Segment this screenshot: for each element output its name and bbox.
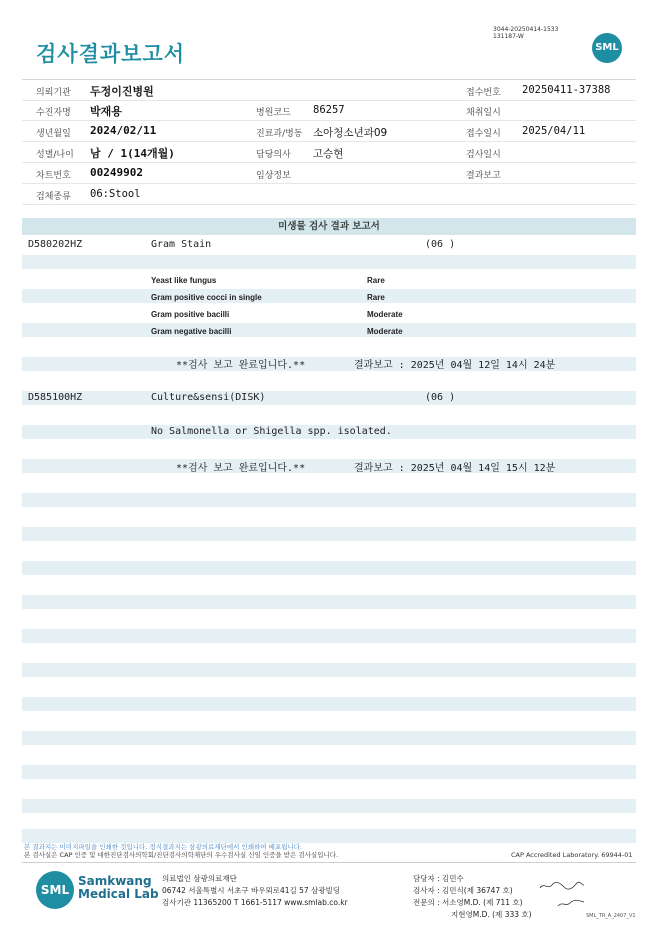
report-complete-text: **검사 보고 완료입니다.** xyxy=(176,360,306,371)
address-line: 검사기관 11365200 T 1661-5117 www.smlab.co.kr xyxy=(162,898,348,907)
report-complete-text: **검사 보고 완료입니다.** xyxy=(176,463,306,474)
cap-accreditation: CAP Accredited Laboratory. 69944-01 xyxy=(511,851,633,859)
value-chart-no: 00249902 xyxy=(90,166,143,179)
address-line: 06742 서울특별시 서초구 바우뫼로41길 57 삼광빌딩 xyxy=(162,886,341,895)
finding-result: Moderate xyxy=(367,310,403,319)
label-receipt-no: 접수번호 xyxy=(466,88,501,98)
value-receipt-date: 2025/04/11 xyxy=(522,125,586,137)
page-title: 검사결과보고서 xyxy=(36,42,186,66)
footer-divider xyxy=(22,862,636,863)
signatory-line: 전문의 : 서소영M.D. (제 711 호) xyxy=(413,898,523,907)
finding-result: Moderate xyxy=(367,327,403,336)
info-row xyxy=(22,100,636,121)
stripe-row xyxy=(22,391,636,405)
document-id-line: 131187-W xyxy=(493,33,524,40)
signatory-line: 검사자 : 김민식(제 36747 호) xyxy=(413,886,513,895)
brand-line: Medical Lab xyxy=(78,887,159,901)
section-title: 미생물 검사 결과 보고서 xyxy=(22,218,636,235)
info-row xyxy=(22,163,636,184)
document-id xyxy=(493,26,558,40)
stripe-row xyxy=(22,493,636,507)
signature-scribble-icon xyxy=(538,880,586,892)
stripe-row xyxy=(22,629,636,643)
test-name: Gram Stain xyxy=(151,239,212,250)
label-hospital-code: 병원코드 xyxy=(256,108,291,118)
footer-sml-logo: SML xyxy=(36,871,74,909)
finding-organism: Yeast like fungus xyxy=(151,276,217,285)
signature-scribble-icon xyxy=(556,897,586,909)
stripe-row xyxy=(22,323,636,337)
test-name: Culture&sensi(DISK) xyxy=(151,392,266,403)
label-department: 진료과/병동 xyxy=(256,129,303,139)
label-result-report: 결과보고 xyxy=(466,171,501,181)
stripe-row xyxy=(22,697,636,711)
test-code: D580202HZ xyxy=(28,239,83,250)
info-row xyxy=(22,142,636,163)
value-patient-name: 박재용 xyxy=(90,105,122,118)
stripe-row xyxy=(22,561,636,575)
finding-result: Rare xyxy=(367,293,385,302)
finding-organism: Gram positive cocci in single xyxy=(151,293,262,302)
finding-organism: Gram negative bacilli xyxy=(151,327,232,336)
address-line: 의료법인 삼광의료재단 xyxy=(162,874,237,883)
stripe-row xyxy=(22,527,636,541)
stripe-row xyxy=(22,663,636,677)
label-birth-date: 생년월일 xyxy=(36,129,71,139)
label-requester: 의뢰기관 xyxy=(36,88,71,98)
value-requester: 두정이진병원 xyxy=(90,85,154,98)
footer-brand-name xyxy=(78,875,159,901)
signatory-line: 지현영M.D. (제 333 호) xyxy=(451,910,532,919)
finding-result: Rare xyxy=(367,276,385,285)
label-test-time: 검사일시 xyxy=(466,150,501,160)
label-collection-time: 채취일시 xyxy=(466,108,501,118)
stripe-row xyxy=(22,595,636,609)
label-clinical-info: 임상정보 xyxy=(256,171,291,181)
value-doctor: 고승현 xyxy=(313,148,344,160)
label-receipt-date: 접수일시 xyxy=(466,129,501,139)
value-department: 소아청소년과09 xyxy=(313,127,388,139)
test-code: D585100HZ xyxy=(28,392,83,403)
info-row xyxy=(22,121,636,142)
brand-line: Samkwang xyxy=(78,874,152,888)
label-specimen-type: 검체종류 xyxy=(36,192,71,202)
report-timestamp: 결과보고 : 2025년 04월 14일 15시 12분 xyxy=(354,463,556,474)
image-print-notice: 본 결과지는 이미지파일을 인쇄한 것입니다. 정식결과지는 삼광의료재단에서 인쇄하여 배포됩니다. xyxy=(24,843,303,851)
value-receipt-no: 20250411-37388 xyxy=(522,84,611,96)
stripe-row xyxy=(22,731,636,745)
value-specimen-type: 06:Stool xyxy=(90,188,141,200)
label-chart-no: 차트번호 xyxy=(36,171,71,181)
value-hospital-code: 86257 xyxy=(313,104,345,116)
label-patient-name: 수진자명 xyxy=(36,108,71,118)
value-birth-date: 2024/02/11 xyxy=(90,124,157,137)
stripe-row xyxy=(22,765,636,779)
test-specimen: (06 ) xyxy=(425,239,456,250)
report-timestamp: 결과보고 : 2025년 04월 12일 14시 24분 xyxy=(354,360,556,371)
finding-organism: Gram positive bacilli xyxy=(151,310,230,319)
stripe-row xyxy=(22,255,636,269)
label-sex-age: 성별/나이 xyxy=(36,150,74,160)
sml-logo: SML xyxy=(592,33,622,63)
stripe-row xyxy=(22,799,636,813)
stripe-row xyxy=(22,829,636,843)
label-doctor: 담당의사 xyxy=(256,150,291,160)
culture-comment: No Salmonella or Shigella spp. isolated. xyxy=(151,426,392,437)
test-specimen: (06 ) xyxy=(425,392,456,403)
signatory-line: 담당자 : 김민수 xyxy=(413,874,464,883)
footer-address xyxy=(162,873,348,909)
info-row xyxy=(22,184,636,205)
form-version: SML_TR_A_2407_V1 xyxy=(586,913,636,919)
stripe-row xyxy=(22,289,636,303)
footer-signatories xyxy=(413,873,532,921)
document-id-line: 3044-20250414-1533 xyxy=(493,26,559,33)
value-sex-age: 남 / 1(14개월) xyxy=(90,147,175,160)
accreditation-notice: 본 검사실은 CAP 인증 및 대한진단검사의학회/진단검사의학재단의 우수검사실 신임 인증을 받은 검사실입니다. xyxy=(24,851,339,859)
info-row xyxy=(22,79,636,101)
